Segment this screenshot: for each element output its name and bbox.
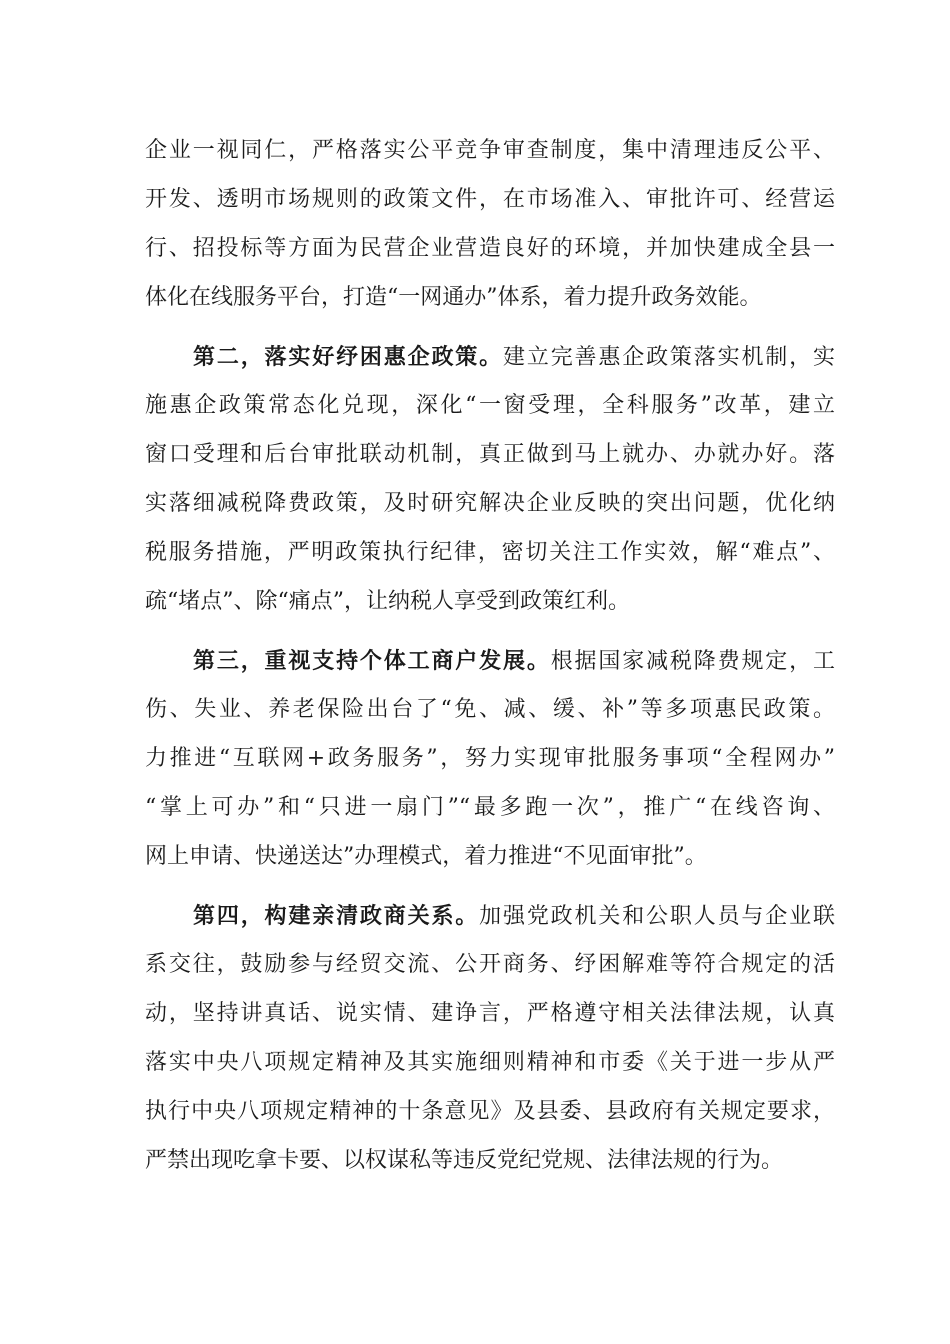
paragraph-2-heading: 第二，落实好纾困惠企政策。 [193, 344, 503, 370]
paragraph-3-line-3: 力推进“互联网+政务服务”，努力实现审批服务事项“全程网办” [145, 746, 835, 771]
paragraph-4-line-3: 动，坚持讲真话、说实情、建诤言，严格遵守相关法律法规，认真 [145, 1001, 835, 1026]
paragraph-1-line-3: 行、招投标等方面为民营企业营造良好的环境，并加快建成全县一 [145, 236, 835, 261]
paragraph-2-line-2: 施惠企政策常态化兑现，深化“一窗受理，全科服务”改革，建立 [145, 393, 835, 418]
paragraph-4-first-rest: 加强党政机关和公职人员与企业联 [479, 904, 835, 929]
paragraph-1-line-1: 企业一视同仁，严格落实公平竞争审查制度，集中清理违反公平、 [145, 138, 835, 163]
paragraph-2-line-4: 实落细减税降费政策，及时研究解决企业反映的突出问题，优化纳 [145, 491, 835, 516]
paragraph-3-first-rest: 根据国家减税降费规定，工 [550, 649, 835, 674]
paragraph-3-heading: 第三，重视支持个体工商户发展。 [193, 648, 551, 674]
paragraph-2-first-line [193, 342, 835, 373]
paragraph-3-line-2: 伤、失业、养老保险出台了“免、减、缓、补”等多项惠民政策。 [145, 697, 835, 722]
paragraph-2-first-rest: 建立完善惠企政策落实机制，实 [503, 345, 835, 370]
paragraph-3-line-5: 网上申请、快递送达”办理模式，着力推进“不见面审批”。 [145, 844, 707, 869]
paragraph-4-line-2: 系交往，鼓励参与经贸交流、公开商务、纾困解难等符合规定的活 [145, 952, 835, 977]
paragraph-4-line-6: 严禁出现吃拿卡要、以权谋私等违反党纪党规、法律法规的行为。 [145, 1148, 784, 1173]
paragraph-2-line-6: 疏“堵点”、除“痛点”，让纳税人享受到政策红利。 [145, 589, 630, 614]
paragraph-4-heading: 第四，构建亲清政商关系。 [193, 903, 480, 929]
paragraph-4-line-5: 执行中央八项规定精神的十条意见》及县委、县政府有关规定要求， [145, 1099, 835, 1124]
paragraph-4-first-line [193, 901, 835, 932]
paragraph-3-first-line [193, 646, 835, 677]
paragraph-4-line-4: 落实中央八项规定精神及其实施细则精神和市委《关于进一步从严 [145, 1050, 835, 1075]
paragraph-3-line-4: “掌上可办”和“只进一扇门”“最多跑一次”，推广“在线咨询、 [145, 795, 835, 820]
paragraph-1-line-4: 体化在线服务平台，打造“一网通办”体系，着力提升政务效能。 [145, 285, 762, 310]
paragraph-1-line-2: 开发、透明市场规则的政策文件，在市场准入、审批许可、经营运 [145, 187, 835, 212]
paragraph-2-line-3: 窗口受理和后台审批联动机制，真正做到马上就办、办就办好。落 [145, 442, 835, 467]
paragraph-2-line-5: 税服务措施，严明政策执行纪律，密切关注工作实效，解“难点”、 [145, 540, 835, 565]
